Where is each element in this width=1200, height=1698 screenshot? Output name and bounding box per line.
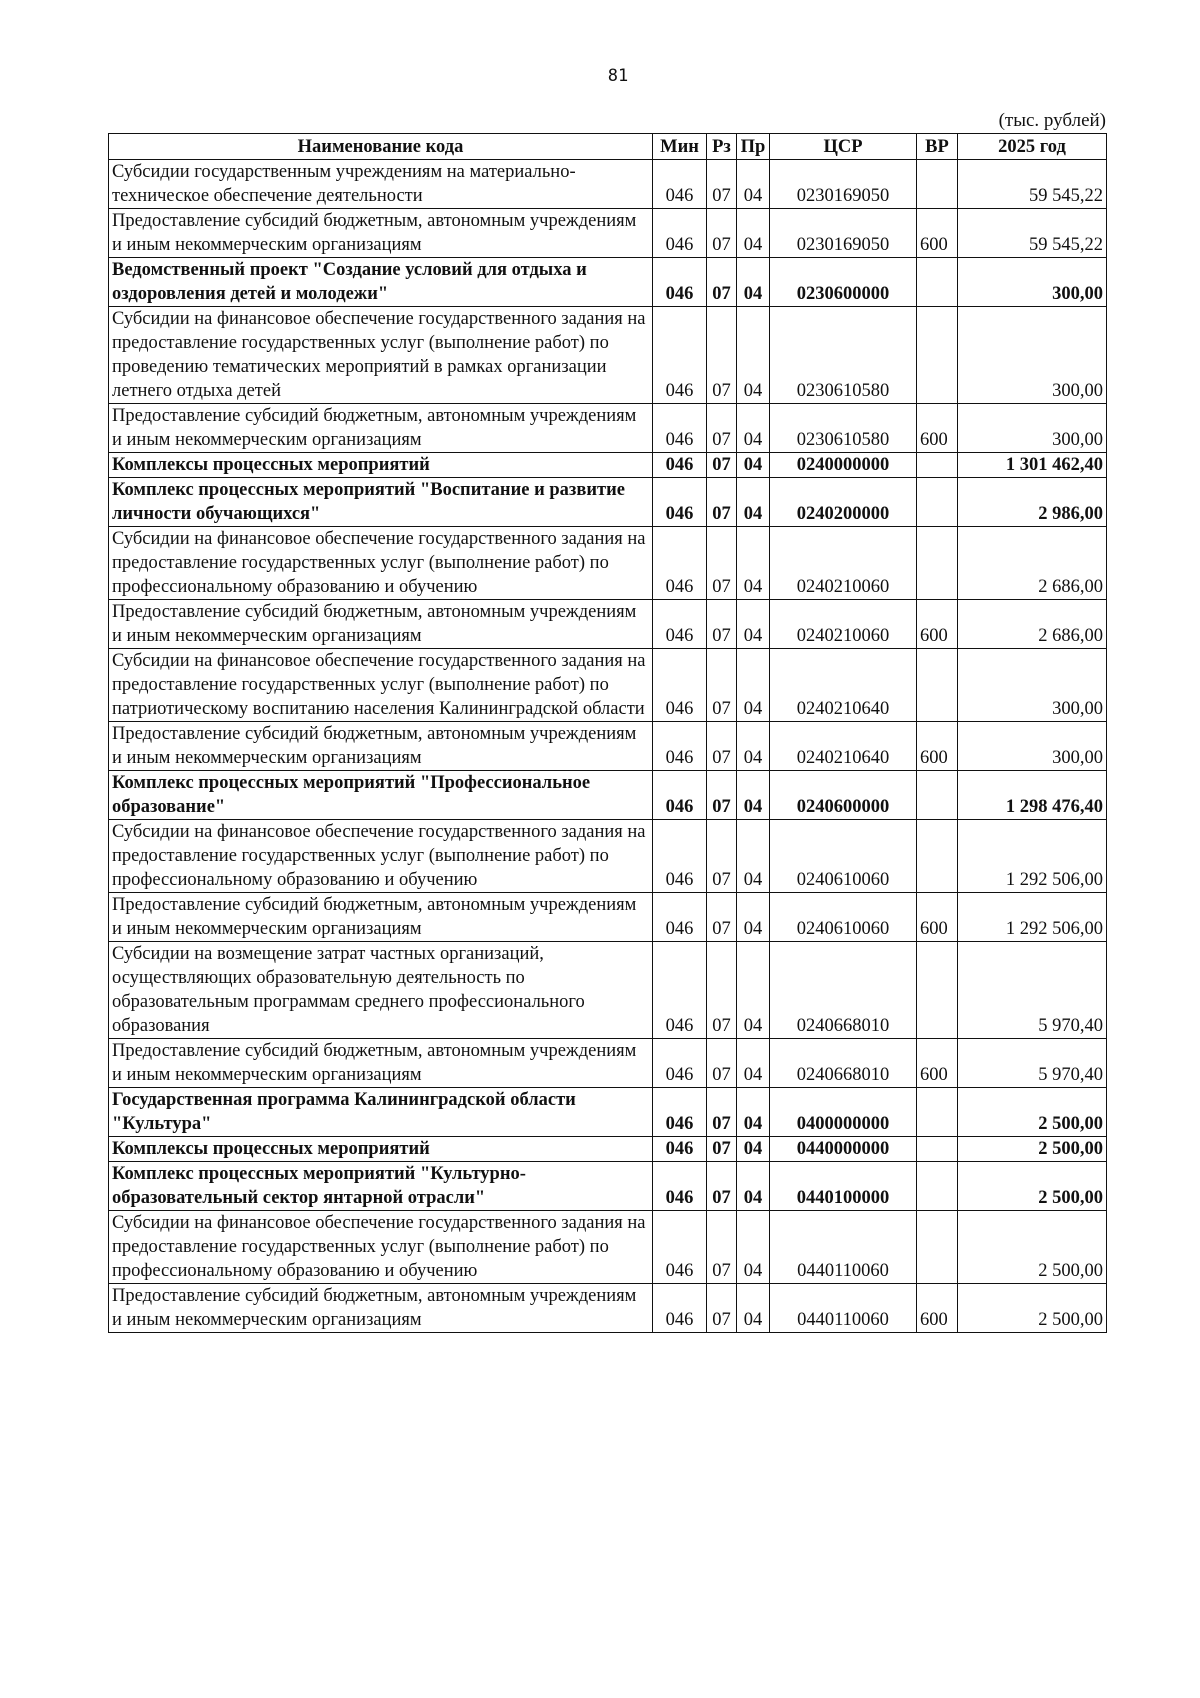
- table-row: [109, 404, 1107, 453]
- page-number: 81: [607, 66, 629, 86]
- row-rz-cell: 07: [707, 1162, 737, 1211]
- row-csr-cell: 0230600000: [770, 258, 917, 307]
- row-rz-cell: 07: [707, 160, 737, 209]
- table-row: [109, 1284, 1107, 1333]
- row-min-cell: 046: [653, 478, 707, 527]
- row-name-cell: Предоставление субсидий бюджетным, автономным учреждениям и иным некоммерческим организациям: [109, 893, 653, 942]
- row-pr-cell: 04: [737, 722, 770, 771]
- row-vr-cell: 600: [917, 893, 958, 942]
- header-vr: ВР: [917, 134, 958, 160]
- row-pr-cell: 04: [737, 600, 770, 649]
- row-pr-cell: 04: [737, 209, 770, 258]
- table-row: [109, 722, 1107, 771]
- header-csr: ЦСР: [770, 134, 917, 160]
- row-pr-cell: 04: [737, 893, 770, 942]
- row-min-cell: 046: [653, 942, 707, 1039]
- row-min-cell: 046: [653, 453, 707, 478]
- row-csr-cell: 0440110060: [770, 1211, 917, 1284]
- row-pr-cell: 04: [737, 527, 770, 600]
- row-vr-cell: [917, 820, 958, 893]
- row-vr-cell: [917, 649, 958, 722]
- row-vr-cell: [917, 453, 958, 478]
- row-csr-cell: 0240210640: [770, 722, 917, 771]
- row-min-cell: 046: [653, 600, 707, 649]
- table-body: [109, 160, 1107, 1333]
- row-min-cell: 046: [653, 404, 707, 453]
- row-pr-cell: 04: [737, 404, 770, 453]
- row-min-cell: 046: [653, 893, 707, 942]
- table-row: [109, 527, 1107, 600]
- row-name-cell: Комплекс процессных мероприятий "Воспитание и развитие личности обучающихся": [109, 478, 653, 527]
- row-name-cell: Предоставление субсидий бюджетным, автономным учреждениям и иным некоммерческим организациям: [109, 404, 653, 453]
- row-rz-cell: 07: [707, 771, 737, 820]
- row-rz-cell: 07: [707, 893, 737, 942]
- row-name-cell: Субсидии на возмещение затрат частных организаций, осуществляющих образовательную деятельность по образовательным программам среднего профессионального образования: [109, 942, 653, 1039]
- table-row: [109, 209, 1107, 258]
- budget-table: [108, 133, 1107, 1333]
- header-name: Наименование кода: [109, 134, 653, 160]
- row-rz-cell: 07: [707, 1137, 737, 1162]
- row-name-cell: Субсидии на финансовое обеспечение государственного задания на предоставление государственных услуг (выполнение работ) по профессиональному образованию и обучению: [109, 527, 653, 600]
- row-csr-cell: 0240210060: [770, 527, 917, 600]
- row-rz-cell: 07: [707, 404, 737, 453]
- row-rz-cell: 07: [707, 478, 737, 527]
- row-amount-cell: 2 686,00: [958, 600, 1107, 649]
- row-name-cell: Предоставление субсидий бюджетным, автономным учреждениям и иным некоммерческим организациям: [109, 1284, 653, 1333]
- units-label: (тыс. рублей): [998, 110, 1106, 131]
- row-name-cell: Субсидии государственным учреждениям на материально-техническое обеспечение деятельности: [109, 160, 653, 209]
- row-amount-cell: 300,00: [958, 307, 1107, 404]
- row-vr-cell: 600: [917, 722, 958, 771]
- row-csr-cell: 0440110060: [770, 1284, 917, 1333]
- row-vr-cell: [917, 307, 958, 404]
- row-min-cell: 046: [653, 258, 707, 307]
- row-rz-cell: 07: [707, 1088, 737, 1137]
- row-csr-cell: 0440100000: [770, 1162, 917, 1211]
- row-min-cell: 046: [653, 1211, 707, 1284]
- row-csr-cell: 0230169050: [770, 160, 917, 209]
- row-amount-cell: 1 298 476,40: [958, 771, 1107, 820]
- row-min-cell: 046: [653, 1284, 707, 1333]
- row-rz-cell: 07: [707, 649, 737, 722]
- row-min-cell: 046: [653, 649, 707, 722]
- row-name-cell: Предоставление субсидий бюджетным, автономным учреждениям и иным некоммерческим организациям: [109, 209, 653, 258]
- row-name-cell: Комплекс процессных мероприятий "Профессиональное образование": [109, 771, 653, 820]
- row-amount-cell: 1 292 506,00: [958, 893, 1107, 942]
- row-min-cell: 046: [653, 1039, 707, 1088]
- row-pr-cell: 04: [737, 649, 770, 722]
- row-amount-cell: 2 500,00: [958, 1088, 1107, 1137]
- row-min-cell: 046: [653, 1162, 707, 1211]
- row-min-cell: 046: [653, 722, 707, 771]
- row-csr-cell: 0240610060: [770, 820, 917, 893]
- row-name-cell: Ведомственный проект "Создание условий для отдыха и оздоровления детей и молодежи": [109, 258, 653, 307]
- row-rz-cell: 07: [707, 942, 737, 1039]
- table-header-row: [109, 134, 1107, 160]
- row-vr-cell: [917, 527, 958, 600]
- row-name-cell: Комплексы процессных мероприятий: [109, 453, 653, 478]
- header-min: Мин: [653, 134, 707, 160]
- row-rz-cell: 07: [707, 1284, 737, 1333]
- row-amount-cell: 2 500,00: [958, 1211, 1107, 1284]
- row-pr-cell: 04: [737, 1137, 770, 1162]
- table-row: [109, 820, 1107, 893]
- row-amount-cell: 2 500,00: [958, 1284, 1107, 1333]
- table-row: [109, 453, 1107, 478]
- row-vr-cell: [917, 771, 958, 820]
- row-amount-cell: 59 545,22: [958, 160, 1107, 209]
- row-csr-cell: 0240600000: [770, 771, 917, 820]
- row-csr-cell: 0240668010: [770, 942, 917, 1039]
- row-min-cell: 046: [653, 160, 707, 209]
- row-min-cell: 046: [653, 771, 707, 820]
- row-pr-cell: 04: [737, 453, 770, 478]
- row-amount-cell: 2 686,00: [958, 527, 1107, 600]
- row-vr-cell: [917, 1162, 958, 1211]
- table-row: [109, 1039, 1107, 1088]
- row-pr-cell: 04: [737, 160, 770, 209]
- row-name-cell: Предоставление субсидий бюджетным, автономным учреждениям и иным некоммерческим организациям: [109, 600, 653, 649]
- row-pr-cell: 04: [737, 258, 770, 307]
- row-amount-cell: 300,00: [958, 258, 1107, 307]
- row-csr-cell: 0240210060: [770, 600, 917, 649]
- table-row: [109, 1088, 1107, 1137]
- row-amount-cell: 59 545,22: [958, 209, 1107, 258]
- row-rz-cell: 07: [707, 722, 737, 771]
- table-row: [109, 1137, 1107, 1162]
- row-pr-cell: 04: [737, 820, 770, 893]
- row-name-cell: Субсидии на финансовое обеспечение государственного задания на предоставление государственных услуг (выполнение работ) по профессиональному образованию и обучению: [109, 820, 653, 893]
- row-name-cell: Субсидии на финансовое обеспечение государственного задания на предоставление государственных услуг (выполнение работ) по проведению тематических мероприятий в рамках организации летнего отдыха детей: [109, 307, 653, 404]
- row-amount-cell: 1 301 462,40: [958, 453, 1107, 478]
- row-rz-cell: 07: [707, 820, 737, 893]
- row-min-cell: 046: [653, 1137, 707, 1162]
- table-row: [109, 893, 1107, 942]
- row-name-cell: Предоставление субсидий бюджетным, автономным учреждениям и иным некоммерческим организациям: [109, 722, 653, 771]
- row-vr-cell: 600: [917, 1284, 958, 1333]
- row-rz-cell: 07: [707, 209, 737, 258]
- row-vr-cell: 600: [917, 1039, 958, 1088]
- row-vr-cell: [917, 1137, 958, 1162]
- table-row: [109, 1162, 1107, 1211]
- row-rz-cell: 07: [707, 1211, 737, 1284]
- row-amount-cell: 1 292 506,00: [958, 820, 1107, 893]
- row-amount-cell: 300,00: [958, 722, 1107, 771]
- row-csr-cell: 0400000000: [770, 1088, 917, 1137]
- row-vr-cell: [917, 942, 958, 1039]
- table-row: [109, 307, 1107, 404]
- row-rz-cell: 07: [707, 600, 737, 649]
- header-year: 2025 год: [958, 134, 1107, 160]
- table-row: [109, 160, 1107, 209]
- row-pr-cell: 04: [737, 942, 770, 1039]
- row-csr-cell: 0240000000: [770, 453, 917, 478]
- row-vr-cell: [917, 258, 958, 307]
- row-amount-cell: 2 986,00: [958, 478, 1107, 527]
- table-row: [109, 942, 1107, 1039]
- row-min-cell: 046: [653, 307, 707, 404]
- row-rz-cell: 07: [707, 453, 737, 478]
- row-amount-cell: 5 970,40: [958, 1039, 1107, 1088]
- row-vr-cell: 600: [917, 404, 958, 453]
- row-vr-cell: [917, 160, 958, 209]
- row-rz-cell: 07: [707, 1039, 737, 1088]
- row-pr-cell: 04: [737, 1211, 770, 1284]
- row-csr-cell: 0240200000: [770, 478, 917, 527]
- table-row: [109, 258, 1107, 307]
- row-min-cell: 046: [653, 209, 707, 258]
- row-pr-cell: 04: [737, 1039, 770, 1088]
- row-rz-cell: 07: [707, 258, 737, 307]
- row-csr-cell: 0240210640: [770, 649, 917, 722]
- table-row: [109, 649, 1107, 722]
- row-pr-cell: 04: [737, 307, 770, 404]
- row-amount-cell: 300,00: [958, 649, 1107, 722]
- row-vr-cell: [917, 1211, 958, 1284]
- row-name-cell: Субсидии на финансовое обеспечение государственного задания на предоставление государственных услуг (выполнение работ) по профессиональному образованию и обучению: [109, 1211, 653, 1284]
- row-vr-cell: 600: [917, 209, 958, 258]
- row-min-cell: 046: [653, 527, 707, 600]
- row-csr-cell: 0240668010: [770, 1039, 917, 1088]
- row-pr-cell: 04: [737, 478, 770, 527]
- row-amount-cell: 2 500,00: [958, 1137, 1107, 1162]
- row-csr-cell: 0230610580: [770, 404, 917, 453]
- row-name-cell: Субсидии на финансовое обеспечение государственного задания на предоставление государственных услуг (выполнение работ) по патриотическому воспитанию населения Калининградской области: [109, 649, 653, 722]
- row-csr-cell: 0440000000: [770, 1137, 917, 1162]
- row-amount-cell: 5 970,40: [958, 942, 1107, 1039]
- row-vr-cell: 600: [917, 600, 958, 649]
- row-rz-cell: 07: [707, 527, 737, 600]
- row-csr-cell: 0230610580: [770, 307, 917, 404]
- row-name-cell: Предоставление субсидий бюджетным, автономным учреждениям и иным некоммерческим организациям: [109, 1039, 653, 1088]
- row-min-cell: 046: [653, 1088, 707, 1137]
- row-pr-cell: 04: [737, 771, 770, 820]
- row-rz-cell: 07: [707, 307, 737, 404]
- table-row: [109, 1211, 1107, 1284]
- table-row: [109, 771, 1107, 820]
- row-pr-cell: 04: [737, 1284, 770, 1333]
- table-row: [109, 600, 1107, 649]
- row-csr-cell: 0240610060: [770, 893, 917, 942]
- header-pr: Пр: [737, 134, 770, 160]
- table-row: [109, 478, 1107, 527]
- header-rz: Рз: [707, 134, 737, 160]
- row-min-cell: 046: [653, 820, 707, 893]
- row-amount-cell: 300,00: [958, 404, 1107, 453]
- row-name-cell: Комплекс процессных мероприятий "Культурно-образовательный сектор янтарной отрасли": [109, 1162, 653, 1211]
- row-pr-cell: 04: [737, 1162, 770, 1211]
- row-pr-cell: 04: [737, 1088, 770, 1137]
- row-vr-cell: [917, 478, 958, 527]
- row-name-cell: Государственная программа Калининградской области "Культура": [109, 1088, 653, 1137]
- row-csr-cell: 0230169050: [770, 209, 917, 258]
- row-vr-cell: [917, 1088, 958, 1137]
- row-name-cell: Комплексы процессных мероприятий: [109, 1137, 653, 1162]
- row-amount-cell: 2 500,00: [958, 1162, 1107, 1211]
